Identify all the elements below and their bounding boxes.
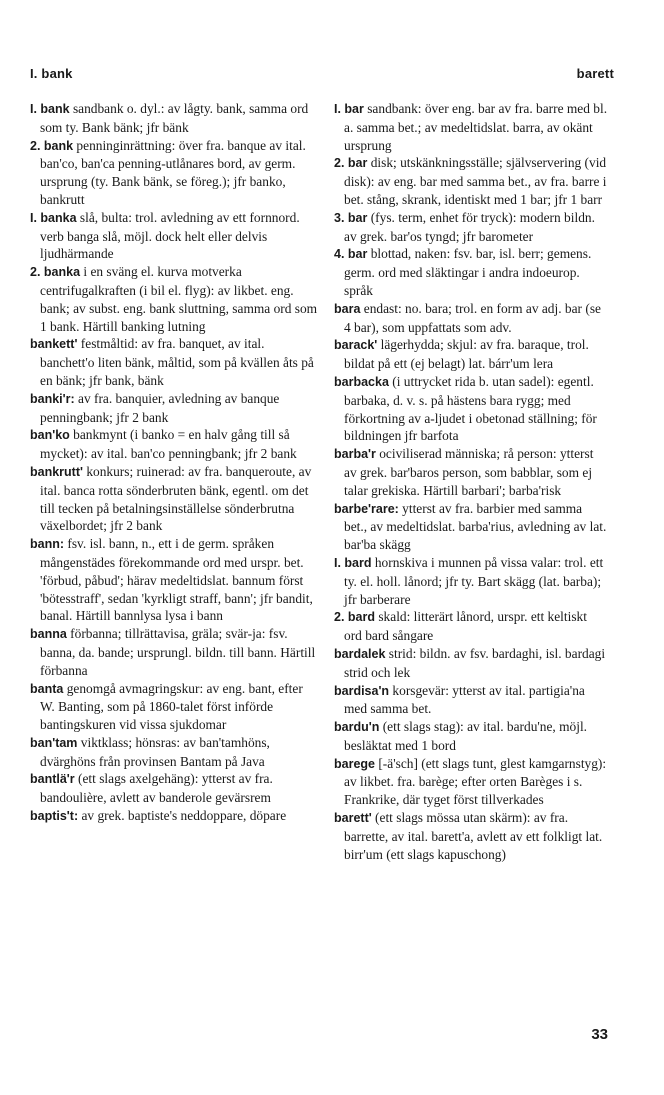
entry-headword: ban'ko [30, 428, 70, 443]
entry-definition: lägerhydda; skjul: av fra. baraque, trol. bildat på ett (ej belagt) lat. bárr'um lera [344, 337, 589, 372]
entry-headword: bankett' [30, 337, 78, 352]
entry-definition: bankmynt (i banko = en halv gång till så mycket): av ital. ban'co penningbank; jfr 2 bank [40, 427, 297, 462]
entry-definition: korsgevär: ytterst av ital. partigia'na med samma bet. [344, 682, 585, 717]
entry-headword: bara [334, 301, 361, 316]
dictionary-entry [334, 300, 608, 337]
entry-definition: (fys. term, enhet för tryck): modern bildn. av grek. bar'os tyngd; jfr barometer [344, 209, 595, 244]
entry-headword: I. bard [334, 555, 372, 570]
entry-definition: hornskiva i munnen på vissa valar: trol. ett ty. el. holl. lånord; jfr ty. Bart skägg (lat. barba); jfr barberare [344, 554, 604, 607]
entry-definition: av grek. baptiste's neddoppare, döpare [78, 808, 287, 824]
entry-headword: barege [334, 756, 375, 771]
dictionary-entry [30, 625, 318, 679]
entry-headword: barett' [334, 811, 372, 826]
entry-headword: banki'r: [30, 391, 75, 406]
dictionary-entry [334, 608, 608, 645]
entry-definition: ytterst av fra. barbier med samma bet., av medeltidslat. barba'rius, avledning av lat. bar'ba skägg [344, 500, 607, 553]
dictionary-entry [30, 535, 318, 625]
entry-headword: barack' [334, 338, 378, 353]
entry-definition: festmåltid: av fra. banquet, av ital. banchett'o liten bänk, måltid, som på kvällen åts på en bänk; jfr bank, bänk [40, 336, 314, 388]
dictionary-entry [30, 335, 318, 389]
entry-definition: [-ä'sch] (ett slags tunt, glest kamgarnstyg): av likbet. fra. barège; efter orten Barèges i s. Frankrike, där tyget först tillverkades [344, 755, 607, 808]
dictionary-entry [334, 209, 608, 246]
page-number: 33 [591, 1026, 608, 1043]
entry-headword: bardalek [334, 646, 386, 661]
entry-definition: förbanna; tillrättavisa, gräla; svär-ja: fsv. banna, da. bande; ursprungl. bildn. till bann. Härtill förbanna [40, 626, 316, 678]
dictionary-entry [30, 807, 318, 826]
entry-definition: (i uttrycket rida b. utan sadel): egentl. barbaka, d. v. s. på hästens bara rygg; med förkortning av a-ljudet i obetonad ställning; för bildningen jfr barfota [344, 373, 597, 444]
entry-headword: bardisa'n [334, 683, 390, 698]
entry-headword: 2. banka [30, 265, 81, 280]
entry-headword: baptis't: [30, 809, 79, 824]
entry-headword: I. bar [334, 102, 364, 116]
entry-headword: banna [30, 627, 67, 642]
entry-definition: sandbank: över eng. bar av fra. barre med bl. a. samma bet.; av medeltidslat. barra, av okänt ursprung [344, 101, 608, 153]
entry-headword: ban'tam [30, 735, 78, 750]
entry-headword: barbe'rare: [334, 501, 399, 516]
dictionary-entry [334, 718, 608, 755]
entry-headword: 2. bard [334, 610, 375, 625]
entry-headword: 2. bank [30, 138, 74, 153]
dictionary-entry [334, 100, 608, 154]
entry-headword: bankrutt' [30, 464, 83, 479]
entry-headword: barbacka [334, 374, 389, 389]
dictionary-entry [334, 500, 608, 554]
entry-headword: I. bank [30, 102, 70, 116]
dictionary-entry [334, 445, 608, 499]
dictionary-entry [30, 100, 318, 137]
entry-headword: 2. bar [334, 156, 368, 171]
dictionary-entry [30, 390, 318, 427]
entry-definition: blottad, naken: fsv. bar, isl. berr; gemens. germ. ord med släktingar i andra indoeurop. språk [344, 246, 592, 298]
entry-definition: genomgå avmagringskur: av eng. bant, efter W. Banting, som på 1860-talet först införde bantingskuren vid vissa sjukdomar [40, 680, 303, 733]
dictionary-entry [30, 734, 318, 771]
dictionary-entry [30, 137, 318, 209]
running-head-right: barett [576, 66, 614, 81]
dictionary-entry [334, 336, 608, 373]
entry-definition: ociviliserad människa; rå person: ytterst av grek. bar'baros person, som babblar, som ej talar grekiska. Härtill barbari'; barba'risk [344, 446, 594, 498]
dictionary-entry [30, 426, 318, 463]
entry-definition: disk; utskänkningsställe; självservering (vid disk): av eng. bar med samma bet., av fra. barre i bet. stång, skrank, identiskt med 1 bar; jfr 1 barr [344, 155, 607, 207]
dictionary-entry [334, 245, 608, 299]
dictionary-entry [334, 682, 608, 719]
entry-definition: penninginrättning: över fra. banque av ital. ban'co, ban'ca penning-utlånares bord, av germ. ursprung (ty. Bank bänk, se föreg.); jfr banko, bankrutt [40, 137, 306, 207]
entry-definition: (ett slags mössa utan skärm): av fra. barrette, av ital. barett'a, avlett av ett folkligt lat. birr'um (ett slags kapuschong) [344, 810, 603, 862]
entry-definition: av fra. banquier, avledning av banque penningbank; jfr 2 bank [40, 390, 280, 425]
entry-headword: 4. bar [334, 247, 368, 262]
entry-definition: fsv. isl. bann, n., ett i de germ. språken mångenstädes förekommande ord med urspr. bet. 'förbud, påbud'; härav medeltidslat. bannum först 'bötesstraff', sedan 'kyrkligt straff, bann'; jfr bandit, banal. Härtill bannlysa lysa i bann [40, 536, 313, 624]
dictionary-entry [30, 263, 318, 335]
dictionary-entry [334, 809, 608, 863]
dictionary-entry [334, 645, 608, 682]
dictionary-entry [30, 770, 318, 807]
entry-definition: skald: litterärt lånord, urspr. ett keltiskt ord bard sångare [344, 609, 587, 644]
entry-definition: (ett slags axelgehäng): ytterst av fra. bandoulière, avlett av banderole gevärsrem [40, 771, 273, 806]
entry-definition: strid: bildn. av fsv. bardaghi, isl. bardagi strid och lek [344, 645, 606, 680]
entry-headword: I. banka [30, 210, 77, 225]
right-column [334, 100, 608, 863]
entry-definition: (ett slags stag): av ital. bardu'ne, möjl. besläktat med 1 bord [344, 719, 588, 753]
dictionary-entry [30, 463, 318, 535]
dictionary-entry [30, 209, 318, 263]
entry-headword: 3. bar [334, 210, 368, 225]
entry-headword: bantlä'r [30, 772, 75, 787]
entry-headword: bardu'n [334, 720, 380, 735]
entry-definition: endast: no. bara; trol. en form av adj. bar (se 4 bar), som uppfattats som adv. [344, 300, 601, 335]
entry-headword: bann: [30, 537, 65, 552]
dictionary-entry [334, 154, 608, 208]
entry-headword: barba'r [334, 447, 376, 462]
entry-definition: viktklass; hönsras: av ban'tamhöns, dvärghöns från provinsen Bantam på Java [40, 734, 270, 769]
entry-definition: i en sväng el. kurva motverka centrifugalkraften (i bil el. flyg): av likbet. eng. bank; av subst. eng. bank sluttning, samma ord som 1 bank. Härtill banking lutning [40, 264, 318, 334]
dictionary-entry [334, 554, 608, 608]
entry-definition: sandbank o. dyl.: av lågty. bank, samma ord som ty. Bank bänk; jfr bänk [40, 101, 309, 135]
dictionary-entry [334, 755, 608, 809]
running-head-left: I. bank [30, 66, 73, 81]
dictionary-entry [30, 680, 318, 734]
entry-definition: konkurs; ruinerad: av fra. banqueroute, av ital. banca rotta sönderbruten bänk, egentl. om det till tecken på betalningsinställelse sönderbrutna växelbordet; jfr 2 bank [40, 463, 312, 534]
entry-headword: banta [30, 681, 64, 696]
entry-definition: slå, bulta: trol. avledning av ett fornnord. verb banga slå, möjl. dock helt eller delvis ljudhärmande [40, 209, 300, 262]
left-column [30, 100, 318, 826]
dictionary-entry [334, 373, 608, 445]
